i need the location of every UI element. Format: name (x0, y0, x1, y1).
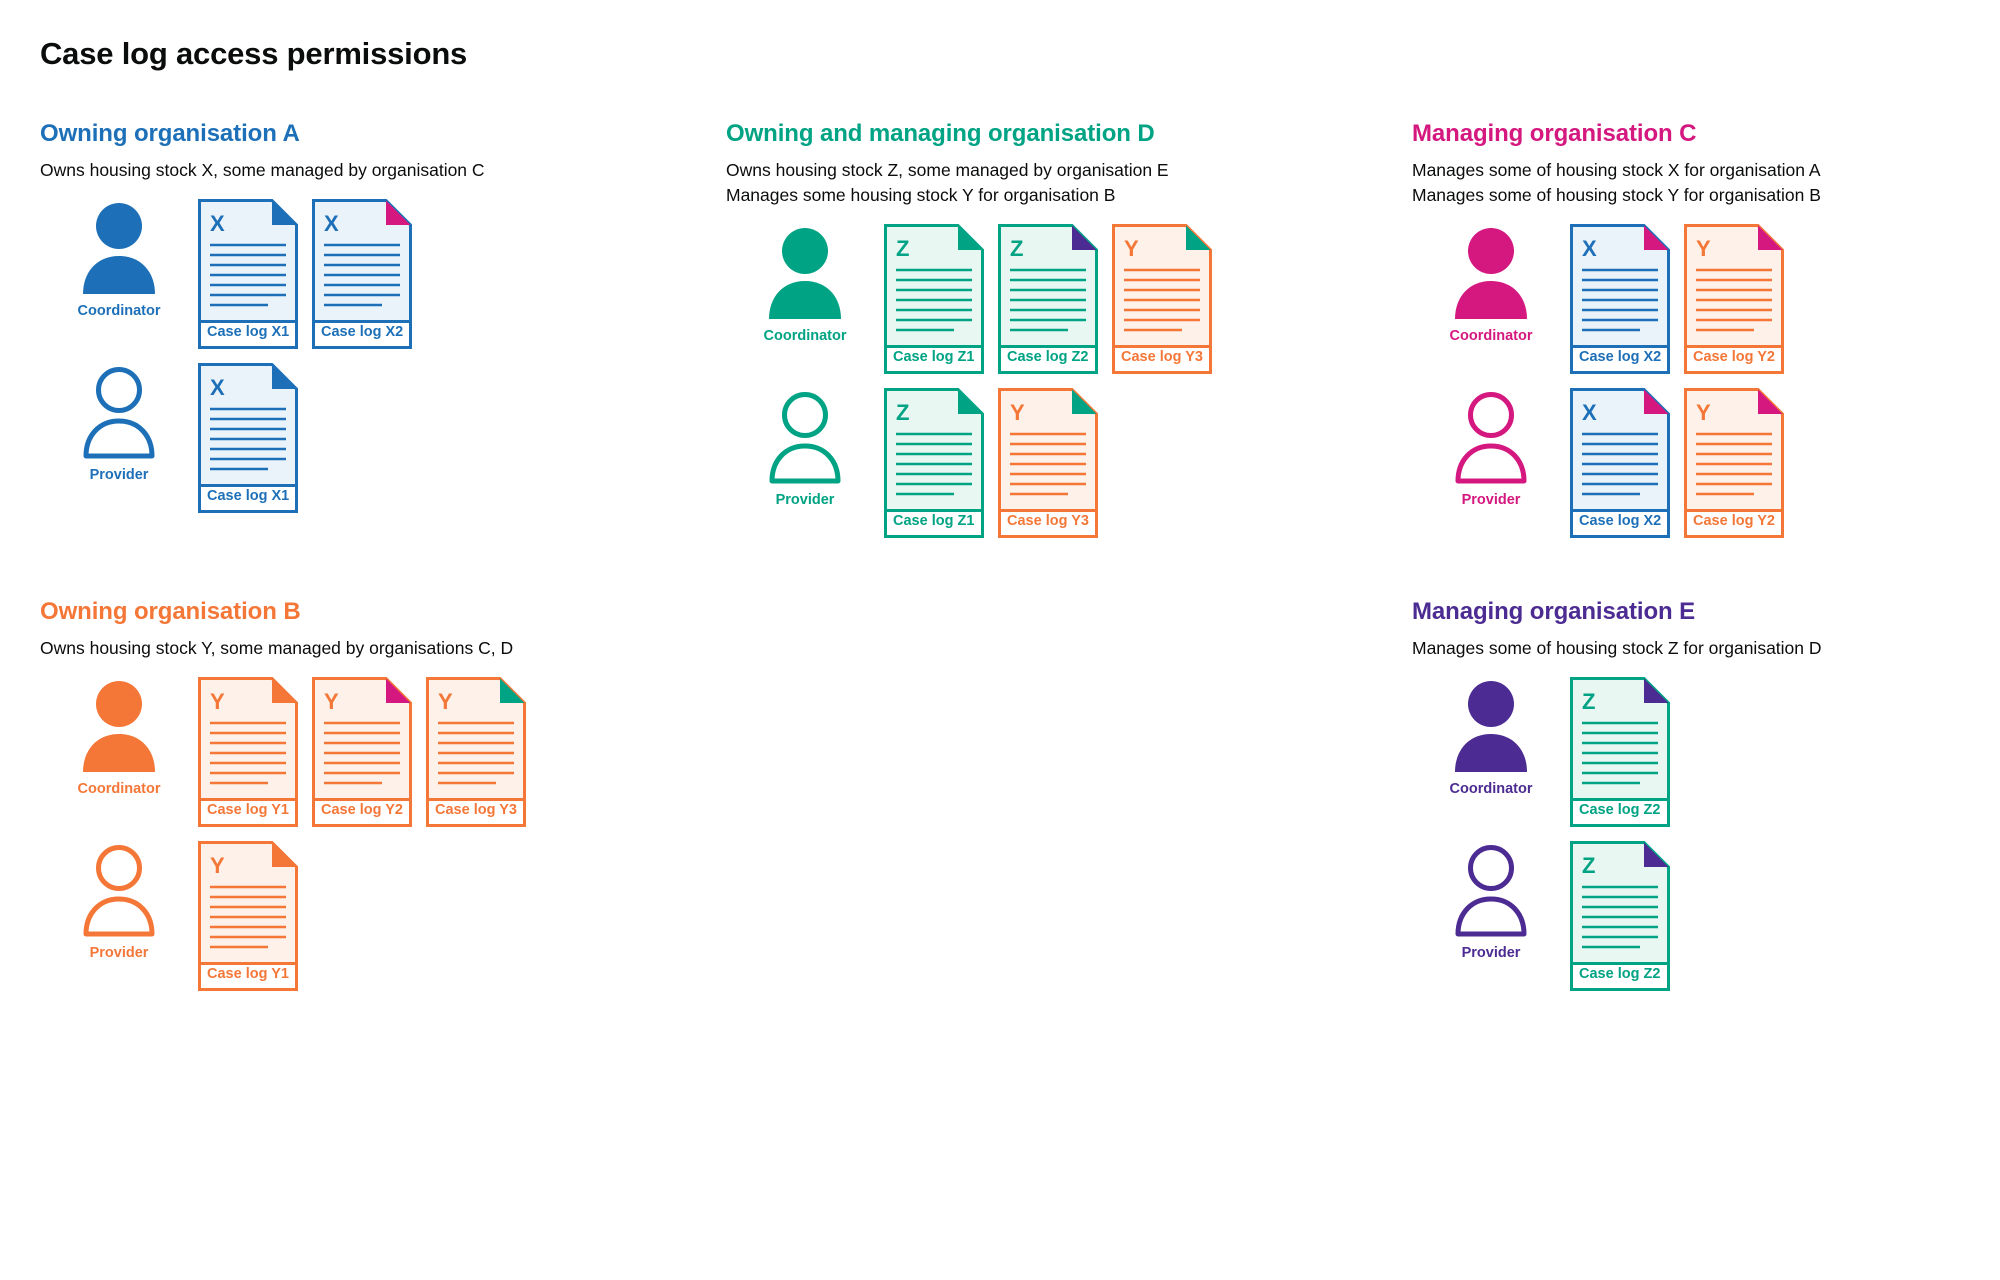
case-log-label: Case log X1 (198, 484, 298, 513)
case-log-label: Case log Y2 (1684, 345, 1784, 374)
svg-text:Y: Y (210, 852, 225, 878)
svg-text:Z: Z (1582, 852, 1596, 878)
case-log-document[interactable] (312, 677, 412, 827)
user-permission-row (726, 388, 1412, 538)
organisation-title: Owning and managing organisation D (726, 120, 1155, 147)
organisation-card-org-b (40, 598, 726, 991)
person-outline-icon (78, 363, 160, 463)
case-log-label: Case log Y2 (1684, 509, 1784, 538)
case-log-list (198, 199, 412, 349)
case-log-document[interactable] (426, 677, 526, 827)
case-log-label: Case log Y2 (312, 798, 412, 827)
svg-text:Y: Y (210, 688, 225, 714)
user-role-label: Coordinator (763, 327, 847, 344)
case-log-list (1570, 841, 1670, 991)
svg-text:X: X (324, 210, 339, 236)
user-cell (1412, 224, 1570, 344)
case-log-document[interactable] (1570, 388, 1670, 538)
user-cell (40, 363, 198, 483)
organisation-row (40, 120, 1970, 538)
user-cell (40, 841, 198, 961)
case-log-label: Case log Z2 (1570, 798, 1670, 827)
case-log-label: Case log Y3 (1112, 345, 1212, 374)
user-role-label: Coordinator (1449, 327, 1533, 344)
document-icon (198, 677, 298, 801)
user-permission-row (726, 224, 1412, 374)
page-title: Case log access permissions (40, 36, 468, 71)
svg-text:Z: Z (1010, 235, 1024, 261)
case-log-list (198, 841, 298, 991)
svg-text:Z: Z (896, 399, 910, 425)
user-permission-row (40, 363, 726, 513)
svg-text:Y: Y (438, 688, 453, 714)
case-log-label: Case log Z1 (884, 345, 984, 374)
case-log-document[interactable] (1570, 677, 1670, 827)
case-log-list (1570, 677, 1670, 827)
case-log-document[interactable] (198, 199, 298, 349)
svg-text:Y: Y (1124, 235, 1139, 261)
user-role-label: Provider (775, 491, 835, 508)
case-log-document[interactable] (998, 388, 1098, 538)
case-log-document[interactable] (312, 199, 412, 349)
user-permission-row (1412, 224, 2000, 374)
case-log-list (884, 224, 1212, 374)
user-role-label: Coordinator (77, 780, 161, 797)
document-icon (198, 841, 298, 965)
document-icon (312, 677, 412, 801)
svg-text:Y: Y (1696, 399, 1711, 425)
user-cell (726, 388, 884, 508)
organisation-title: Owning organisation A (40, 120, 300, 147)
document-icon (1570, 224, 1670, 348)
document-icon (1684, 224, 1784, 348)
document-icon (1570, 841, 1670, 965)
document-icon (998, 224, 1098, 348)
user-cell (40, 199, 198, 319)
user-role-label: Provider (1461, 491, 1521, 508)
person-filled-icon (1450, 677, 1532, 777)
organisation-description (1412, 158, 2000, 208)
case-log-label: Case log X2 (1570, 509, 1670, 538)
document-icon (998, 388, 1098, 512)
organisation-card-org-c (1412, 120, 2000, 538)
user-role-label: Provider (89, 944, 149, 961)
user-permission-row (40, 841, 726, 991)
user-permission-row (1412, 841, 2000, 991)
case-log-document[interactable] (1112, 224, 1212, 374)
svg-text:Y: Y (1696, 235, 1711, 261)
case-log-label: Case log Z1 (884, 509, 984, 538)
organisation-card-org-d (726, 120, 1412, 538)
case-log-list (198, 677, 526, 827)
organisation-row (40, 598, 1970, 991)
case-log-label: Case log Y3 (426, 798, 526, 827)
document-icon (426, 677, 526, 801)
user-permission-row (1412, 677, 2000, 827)
document-icon (198, 199, 298, 323)
organisation-description-line: Owns housing stock X, some managed by organisation C (40, 160, 485, 180)
document-icon (1570, 677, 1670, 801)
svg-text:Y: Y (1010, 399, 1025, 425)
person-filled-icon (78, 677, 160, 777)
organisation-title: Managing organisation C (1412, 120, 1697, 147)
organisation-title: Owning organisation B (40, 597, 301, 625)
case-log-document[interactable] (884, 388, 984, 538)
case-log-document[interactable] (1684, 388, 1784, 538)
document-icon (1112, 224, 1212, 348)
case-log-document[interactable] (198, 677, 298, 827)
case-log-label: Case log Y3 (998, 509, 1098, 538)
user-permission-row (1412, 388, 2000, 538)
svg-text:X: X (1582, 399, 1597, 425)
user-cell (1412, 677, 1570, 797)
person-outline-icon (1450, 841, 1532, 941)
case-log-document[interactable] (884, 224, 984, 374)
person-filled-icon (78, 199, 160, 299)
case-log-list (198, 363, 298, 513)
case-log-list (1570, 388, 1784, 538)
case-log-label: Case log Y1 (198, 962, 298, 991)
case-log-label: Case log X1 (198, 320, 298, 349)
organisation-description (1412, 636, 2000, 661)
organisation-card-org-e (1412, 598, 2000, 991)
organisation-description-line: Manages some of housing stock X for organisation A (1412, 160, 1821, 180)
case-log-document[interactable] (1684, 224, 1784, 374)
organisation-description-line: Owns housing stock Z, some managed by organisation E (726, 160, 1169, 180)
organisation-description-line: Manages some housing stock Y for organisation B (726, 184, 1116, 205)
document-icon (198, 363, 298, 487)
organisation-grid (40, 120, 1970, 991)
person-filled-icon (1450, 224, 1532, 324)
document-icon (1570, 388, 1670, 512)
case-log-list (1570, 224, 1784, 374)
case-log-document[interactable] (198, 841, 298, 991)
case-log-document[interactable] (1570, 841, 1670, 991)
svg-text:Z: Z (896, 235, 910, 261)
case-log-label: Case log Y1 (198, 798, 298, 827)
svg-text:Z: Z (1582, 688, 1596, 714)
organisation-description-line: Manages some of housing stock Y for organisation B (1412, 184, 1821, 205)
user-permission-row (40, 677, 726, 827)
user-role-label: Provider (1461, 944, 1521, 961)
svg-text:Y: Y (324, 688, 339, 714)
user-role-label: Coordinator (1449, 780, 1533, 797)
user-role-label: Coordinator (77, 302, 161, 319)
person-outline-icon (78, 841, 160, 941)
case-log-label: Case log X2 (312, 320, 412, 349)
document-icon (1684, 388, 1784, 512)
user-cell (1412, 388, 1570, 508)
case-log-label: Case log X2 (1570, 345, 1670, 374)
user-role-label: Provider (89, 466, 149, 483)
user-cell (1412, 841, 1570, 961)
organisation-description-line: Manages some of housing stock Z for organisation D (1412, 637, 1822, 658)
case-log-label: Case log Z2 (1570, 962, 1670, 991)
user-permission-row (40, 199, 726, 349)
person-outline-icon (1450, 388, 1532, 488)
organisation-description (40, 636, 726, 661)
user-cell (40, 677, 198, 797)
document-icon (884, 388, 984, 512)
organisation-card-org-a (40, 120, 726, 538)
person-filled-icon (764, 224, 846, 324)
user-cell (726, 224, 884, 344)
organisation-title: Managing organisation E (1412, 597, 1696, 625)
svg-text:X: X (210, 210, 225, 236)
case-log-document[interactable] (198, 363, 298, 513)
organisation-description (726, 158, 1412, 208)
case-log-document[interactable] (1570, 224, 1670, 374)
case-log-list (884, 388, 1098, 538)
document-icon (312, 199, 412, 323)
svg-text:X: X (1582, 235, 1597, 261)
svg-text:X: X (210, 374, 225, 400)
case-log-label: Case log Z2 (998, 345, 1098, 374)
person-outline-icon (764, 388, 846, 488)
document-icon (884, 224, 984, 348)
organisation-description-line: Owns housing stock Y, some managed by organisations C, D (40, 637, 514, 658)
case-log-document[interactable] (998, 224, 1098, 374)
organisation-description (40, 158, 726, 183)
